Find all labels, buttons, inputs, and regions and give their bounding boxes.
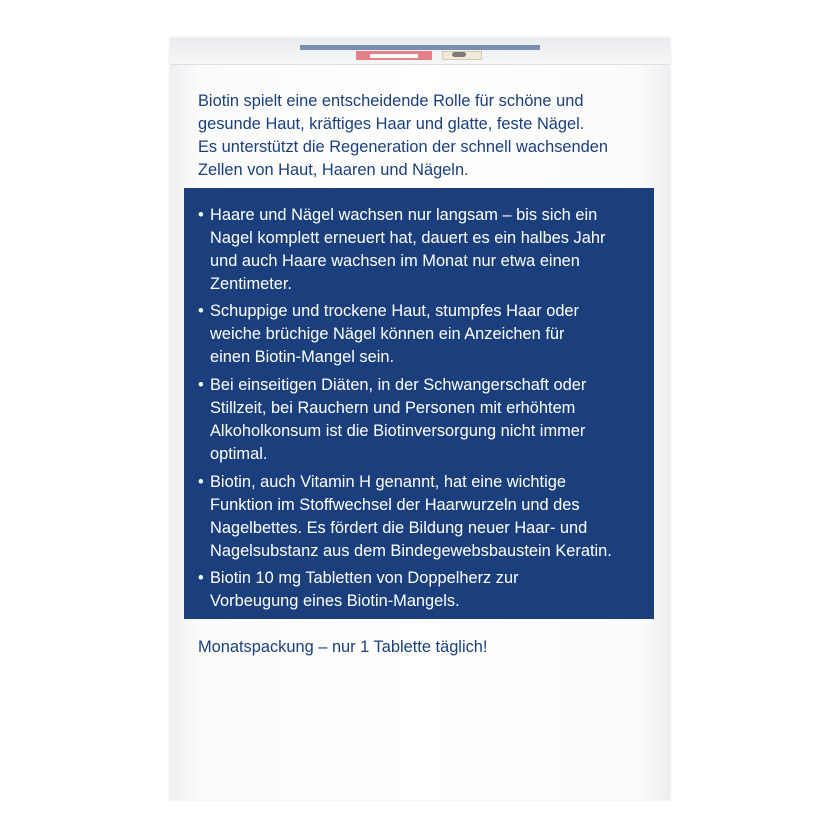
- bullet-icon: •: [198, 569, 204, 587]
- bullet-icon: •: [198, 376, 204, 394]
- info-panel: • Haare und Nägel wachsen nur langsam – bis sich ein Nagel komplett erneuert hat, dauert es ein halbes Jahr und auch Haare wachsen im Monat nur etwa einen Zentimeter. • Schuppige und trockene Haut, stumpfes Haar oder weiche brüchige Nägel können ein Anzeichen für einen Biotin-Mangel sein. • Bei einseitigen Diäten, in der Schwangerschaft oder Stillzeit, bei Rauchern und Personen mit erhöhtem Alkoholkonsum ist die Biotinversorgung nicht immer optimal. • Biotin, auch Vitamin H genannt, hat eine wichtige Funktion im Stoffwechsel der Haarwurzeln und des Nagelbettes. Es fördert die Bildung neuer Haar- und Nagelsubstanz aus dem Bindegewebsbaustein Keratin. • Biotin 10 mg Tabletten von Doppelherz zur Vorbeugung eines Biotin-Mangels.: [184, 188, 654, 619]
- box-top-flap: [170, 38, 670, 65]
- bullet-icon: •: [198, 206, 204, 224]
- intro-line: Es unterstützt die Regeneration der schnell wachsenden: [198, 138, 609, 156]
- intro-line: Zellen von Haut, Haaren und Nägeln.: [198, 161, 469, 179]
- intro-line: gesunde Haut, kräftiges Haar und glatte, feste Nägel.: [198, 115, 585, 133]
- intro-text: [198, 90, 638, 182]
- intro-line: Biotin spielt eine entscheidende Rolle für schöne und: [198, 92, 584, 110]
- bullet-icon: •: [198, 302, 204, 320]
- mirrored-front-print: [300, 42, 540, 60]
- footer-text: Monatspackung – nur 1 Tablette täglich!: [198, 638, 488, 656]
- bullet-icon: •: [198, 473, 204, 491]
